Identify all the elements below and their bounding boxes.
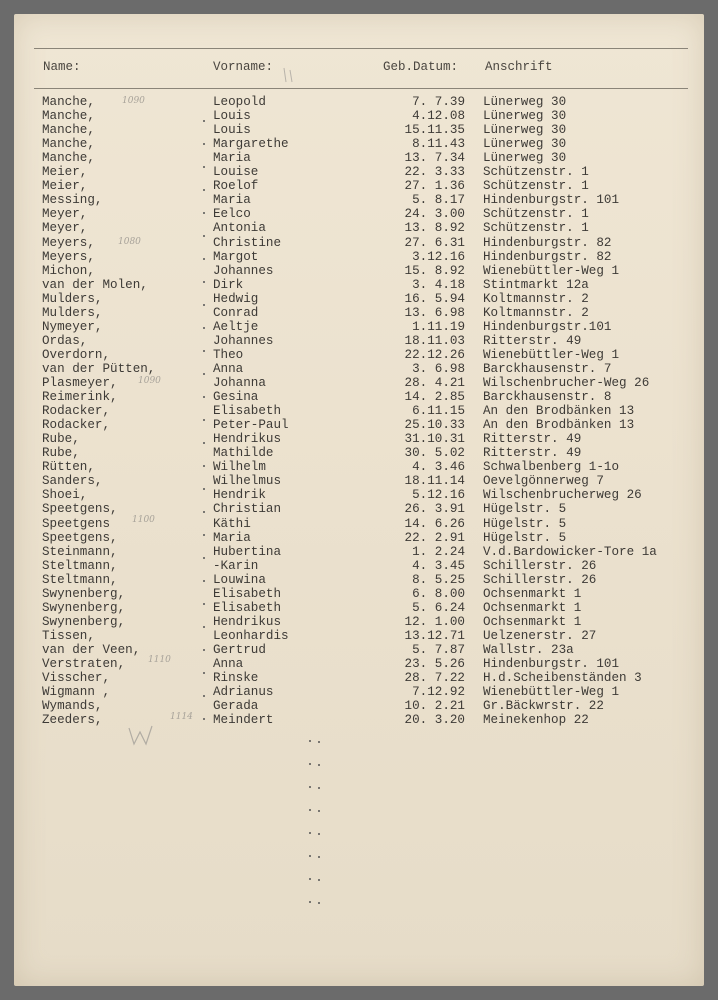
- cell-vorname: Hedwig: [213, 291, 259, 306]
- cell-vorname: Eelco: [213, 207, 251, 222]
- cell-vorname: Aeltje: [213, 319, 259, 334]
- pencil-scribble: [280, 64, 298, 86]
- cell-datum: 4. 3.46: [412, 460, 465, 475]
- cell-datum: 10. 2.21: [404, 699, 465, 714]
- cell-anschrift: Schützenstr. 1: [483, 179, 589, 194]
- cell-anschrift: Hindenburgstr.101: [483, 319, 612, 334]
- cell-datum: 15.11.35: [404, 123, 465, 138]
- guide-dot: [203, 419, 205, 421]
- table-row: [0, 474, 718, 488]
- cell-name: van der Molen,: [42, 277, 148, 292]
- cell-anschrift: Ritterstr. 49: [483, 446, 582, 461]
- cell-name: Messing,: [42, 193, 103, 208]
- cell-anschrift: Stintmarkt 12a: [483, 277, 589, 292]
- table-row: [0, 95, 718, 109]
- cell-name: Speetgens,: [42, 502, 118, 517]
- table-row: [0, 615, 718, 629]
- cell-datum: 1.11.19: [412, 319, 465, 334]
- cell-name: Tissen,: [42, 628, 95, 643]
- cell-anschrift: An den Brodbänken 13: [483, 418, 635, 433]
- guide-dot: [203, 327, 205, 329]
- pencil-note: 1114: [170, 712, 193, 722]
- cell-datum: 20. 3.20: [404, 713, 465, 728]
- guide-dot: [318, 879, 320, 881]
- guide-dot: [203, 442, 205, 444]
- cell-datum: 18.11.03: [404, 333, 465, 348]
- pencil-note: 1090: [122, 96, 145, 106]
- header-name: Name:: [43, 60, 81, 74]
- cell-name: Meyers,: [42, 235, 95, 250]
- cell-anschrift: Barckhausenstr. 8: [483, 390, 612, 405]
- guide-dot: [203, 396, 205, 398]
- guide-dot: [309, 809, 311, 811]
- guide-dot: [309, 901, 311, 903]
- cell-anschrift: Wallstr. 23a: [483, 642, 574, 657]
- cell-anschrift: Uelzenerstr. 27: [483, 628, 597, 643]
- cell-datum: 7.12.92: [412, 685, 465, 700]
- table-row: [0, 320, 718, 334]
- cell-name: Meyer,: [42, 221, 88, 236]
- cell-vorname: Gertrud: [213, 642, 266, 657]
- cell-anschrift: Hindenburgstr. 101: [483, 193, 620, 208]
- guide-dot: [203, 166, 205, 168]
- cell-name: Swynenberg,: [42, 600, 126, 615]
- guide-dot: [318, 833, 320, 835]
- cell-anschrift: V.d.Bardowicker-Tore 1a: [483, 544, 657, 559]
- table-row: [0, 517, 718, 531]
- cell-anschrift: An den Brodbänken 13: [483, 404, 635, 419]
- cell-anschrift: Hügelstr. 5: [483, 530, 567, 545]
- guide-dot: [203, 281, 205, 283]
- guide-dot: [309, 878, 311, 880]
- table-row: [0, 587, 718, 601]
- cell-name: Swynenberg,: [42, 614, 126, 629]
- table-row: [0, 629, 718, 643]
- cell-vorname: Hendrik: [213, 488, 266, 503]
- table-row: [0, 306, 718, 320]
- cell-anschrift: Hindenburgstr. 82: [483, 235, 612, 250]
- cell-datum: 3. 4.18: [412, 277, 465, 292]
- guide-dot: [309, 740, 311, 742]
- cell-vorname: Maria: [213, 530, 251, 545]
- cell-datum: 28. 4.21: [404, 376, 465, 390]
- cell-vorname: Wilhelm: [213, 460, 266, 475]
- cell-name: Visscher,: [42, 671, 111, 686]
- cell-vorname: Johannes: [213, 263, 274, 278]
- table-row: [0, 390, 718, 404]
- cell-name: Mulders,: [42, 291, 103, 306]
- cell-vorname: Hendrikus: [213, 614, 282, 629]
- cell-datum: 12. 1.00: [404, 614, 465, 629]
- cell-vorname: Anna: [213, 361, 244, 376]
- cell-vorname: Antonia: [213, 221, 266, 236]
- cell-datum: 31.10.31: [404, 432, 465, 447]
- guide-dot: [203, 672, 205, 674]
- table-row: [0, 713, 718, 727]
- cell-anschrift: Lünerweg 30: [483, 137, 567, 152]
- guide-dot: [318, 787, 320, 789]
- guide-dot: [203, 373, 205, 375]
- cell-name: Nymeyer,: [42, 319, 103, 334]
- table-row: [0, 502, 718, 516]
- table-row: [0, 334, 718, 348]
- cell-datum: 8.11.43: [412, 137, 465, 152]
- cell-vorname: Hubertina: [213, 544, 282, 559]
- cell-vorname: Anna: [213, 657, 244, 671]
- guide-dot: [203, 718, 205, 720]
- cell-datum: 13. 6.98: [404, 305, 465, 320]
- pencil-note: 1080: [118, 237, 141, 247]
- header-vorname: Vorname:: [213, 60, 274, 74]
- table-row: [0, 193, 718, 207]
- top-rule: [34, 48, 688, 49]
- cell-name: Reimerink,: [42, 390, 118, 405]
- cell-vorname: Conrad: [213, 305, 259, 320]
- table-row: [0, 221, 718, 235]
- table-row: [0, 362, 718, 376]
- cell-datum: 5.12.16: [412, 488, 465, 503]
- guide-dot: [203, 695, 205, 697]
- cell-name: Shoei,: [42, 488, 88, 503]
- cell-anschrift: Lünerweg 30: [483, 95, 567, 109]
- cell-anschrift: Koltmannstr. 2: [483, 305, 589, 320]
- cell-anschrift: Schützenstr. 1: [483, 207, 589, 222]
- cell-anschrift: Oevelgönnerweg 7: [483, 474, 604, 489]
- header-geb-datum: Geb.Datum:: [383, 60, 459, 74]
- guide-dot: [203, 258, 205, 260]
- cell-datum: 27. 1.36: [404, 179, 465, 194]
- cell-anschrift: Ochsenmarkt 1: [483, 586, 582, 601]
- guide-dot: [203, 626, 205, 628]
- cell-vorname: Maria: [213, 151, 251, 166]
- cell-name: Rodacker,: [42, 418, 111, 433]
- cell-vorname: Louis: [213, 109, 251, 124]
- guide-dot: [203, 350, 205, 352]
- guide-dot: [203, 212, 205, 214]
- table-row: [0, 657, 718, 671]
- cell-datum: 30. 5.02: [404, 446, 465, 461]
- table-row: [0, 531, 718, 545]
- cell-datum: 14. 6.26: [404, 516, 465, 531]
- cell-datum: 13. 8.92: [404, 221, 465, 236]
- cell-vorname: Adrianus: [213, 685, 274, 700]
- cell-anschrift: Ochsenmarkt 1: [483, 600, 582, 615]
- cell-anschrift: Wilschenbrucherweg 26: [483, 488, 642, 503]
- cell-anschrift: Schillerstr. 26: [483, 572, 597, 587]
- cell-anschrift: Hügelstr. 5: [483, 502, 567, 517]
- table-row: [0, 601, 718, 615]
- cell-datum: 22. 2.91: [404, 530, 465, 545]
- cell-vorname: Wilhelmus: [213, 474, 282, 489]
- cell-datum: 25.10.33: [404, 418, 465, 433]
- cell-anschrift: Ochsenmarkt 1: [483, 614, 582, 629]
- guide-dot: [309, 832, 311, 834]
- cell-vorname: Roelof: [213, 179, 259, 194]
- cell-name: Ordas,: [42, 333, 88, 348]
- cell-name: Meyer,: [42, 207, 88, 222]
- table-row: [0, 278, 718, 292]
- cell-name: Swynenberg,: [42, 586, 126, 601]
- cell-datum: 3.12.16: [412, 249, 465, 264]
- cell-name: Wigmann ,: [42, 685, 111, 700]
- cell-name: Manche,: [42, 109, 95, 124]
- cell-vorname: Maria: [213, 193, 251, 208]
- cell-vorname: Gesina: [213, 390, 259, 405]
- cell-name: Steltmann,: [42, 558, 118, 573]
- cell-datum: 13.12.71: [404, 628, 465, 643]
- cell-datum: 5. 6.24: [412, 600, 465, 615]
- guide-dot: [203, 488, 205, 490]
- cell-name: Speetgens: [42, 516, 111, 531]
- table-row: [0, 376, 718, 390]
- cell-vorname: Leopold: [213, 95, 266, 109]
- guide-dot: [318, 764, 320, 766]
- guide-dot: [318, 902, 320, 904]
- table-row: [0, 418, 718, 432]
- table-row: [0, 643, 718, 657]
- cell-anschrift: Barckhausenstr. 7: [483, 361, 612, 376]
- cell-datum: 15. 8.92: [404, 263, 465, 278]
- guide-dot: [309, 855, 311, 857]
- cell-vorname: Leonhardis: [213, 628, 289, 643]
- cell-name: Zeeders,: [42, 713, 103, 728]
- table-row: [0, 488, 718, 502]
- cell-vorname: Theo: [213, 347, 244, 362]
- pencil-note: 1110: [148, 655, 171, 665]
- cell-anschrift: Hindenburgstr. 101: [483, 657, 620, 671]
- cell-vorname: Margarethe: [213, 137, 289, 152]
- header-rule: [34, 88, 688, 89]
- guide-dot: [309, 786, 311, 788]
- cell-name: Steltmann,: [42, 572, 118, 587]
- cell-anschrift: Wienebüttler-Weg 1: [483, 347, 620, 362]
- table-row: [0, 545, 718, 559]
- cell-anschrift: Lünerweg 30: [483, 151, 567, 166]
- guide-dot: [318, 810, 320, 812]
- table-row: [0, 292, 718, 306]
- guide-dot: [203, 534, 205, 536]
- guide-dot: [203, 120, 205, 122]
- table-row: [0, 250, 718, 264]
- cell-anschrift: Gr.Bäckwrstr. 22: [483, 699, 604, 714]
- cell-anschrift: Schwalbenberg 1-1o: [483, 460, 620, 475]
- cell-vorname: Elisabeth: [213, 600, 282, 615]
- cell-datum: 14. 2.85: [404, 390, 465, 405]
- cell-anschrift: Koltmannstr. 2: [483, 291, 589, 306]
- cell-vorname: Meindert: [213, 713, 274, 728]
- cell-name: Rütten,: [42, 460, 95, 475]
- cell-anschrift: Lünerweg 30: [483, 109, 567, 124]
- cell-datum: 16. 5.94: [404, 291, 465, 306]
- cell-anschrift: Ritterstr. 49: [483, 432, 582, 447]
- table-row: [0, 671, 718, 685]
- cell-vorname: Dirk: [213, 277, 244, 292]
- cell-datum: 3. 6.98: [412, 361, 465, 376]
- pencil-note: 1100: [132, 515, 155, 525]
- cell-name: Sanders,: [42, 474, 103, 489]
- cell-vorname: Mathilde: [213, 446, 274, 461]
- pencil-scribble: [126, 722, 158, 748]
- table-row: [0, 348, 718, 362]
- cell-anschrift: Lünerweg 30: [483, 123, 567, 138]
- cell-name: Meier,: [42, 179, 88, 194]
- guide-dot: [309, 763, 311, 765]
- cell-name: Michon,: [42, 263, 95, 278]
- cell-vorname: Christine: [213, 235, 282, 250]
- cell-name: Speetgens,: [42, 530, 118, 545]
- cell-vorname: Johanna: [213, 376, 266, 390]
- cell-vorname: Margot: [213, 249, 259, 264]
- cell-datum: 24. 3.00: [404, 207, 465, 222]
- table-row: [0, 573, 718, 587]
- table-row: [0, 432, 718, 446]
- guide-dot: [203, 143, 205, 145]
- cell-name: Mulders,: [42, 305, 103, 320]
- cell-datum: 1. 2.24: [412, 544, 465, 559]
- table-row: [0, 559, 718, 573]
- guide-dot: [318, 856, 320, 858]
- guide-dot: [203, 511, 205, 513]
- cell-vorname: Johannes: [213, 333, 274, 348]
- cell-datum: 5. 8.17: [412, 193, 465, 208]
- cell-name: Meyers,: [42, 249, 95, 264]
- table-row: [0, 446, 718, 460]
- cell-vorname: Elisabeth: [213, 586, 282, 601]
- guide-dot: [203, 189, 205, 191]
- cell-anschrift: Wilschenbrucher-Weg 26: [483, 376, 650, 390]
- cell-name: Manche,: [42, 137, 95, 152]
- cell-datum: 4. 3.45: [412, 558, 465, 573]
- table-row: [0, 179, 718, 193]
- cell-name: Verstraten,: [42, 657, 126, 671]
- pencil-note: 1090: [138, 376, 161, 386]
- cell-datum: 5. 7.87: [412, 642, 465, 657]
- guide-dot: [203, 603, 205, 605]
- table-row: [0, 165, 718, 179]
- cell-name: Manche,: [42, 95, 95, 109]
- table-row: [0, 236, 718, 250]
- cell-anschrift: Ritterstr. 49: [483, 333, 582, 348]
- cell-anschrift: Schillerstr. 26: [483, 558, 597, 573]
- cell-vorname: Peter-Paul: [213, 418, 289, 433]
- cell-datum: 22. 3.33: [404, 165, 465, 180]
- cell-vorname: Louis: [213, 123, 251, 138]
- cell-name: Manche,: [42, 151, 95, 166]
- table-row: [0, 109, 718, 123]
- cell-anschrift: Hügelstr. 5: [483, 516, 567, 531]
- table-row: [0, 264, 718, 278]
- cell-datum: 23. 5.26: [404, 657, 465, 671]
- cell-vorname: Elisabeth: [213, 404, 282, 419]
- cell-datum: 22.12.26: [404, 347, 465, 362]
- guide-dot: [318, 741, 320, 743]
- cell-name: van der Veen,: [42, 642, 141, 657]
- cell-name: Overdorn,: [42, 347, 111, 362]
- cell-vorname: Gerada: [213, 699, 259, 714]
- cell-name: Rodacker,: [42, 404, 111, 419]
- guide-dot: [203, 580, 205, 582]
- guide-dot: [203, 649, 205, 651]
- header-anschrift: Anschrift: [485, 60, 553, 74]
- cell-name: Rube,: [42, 446, 80, 461]
- guide-dot: [203, 557, 205, 559]
- cell-anschrift: Schützenstr. 1: [483, 221, 589, 236]
- cell-vorname: Louise: [213, 165, 259, 180]
- cell-datum: 7. 7.39: [412, 95, 465, 109]
- table-row: [0, 404, 718, 418]
- table-row: [0, 137, 718, 151]
- table-row: [0, 699, 718, 713]
- cell-vorname: -Karin: [213, 558, 259, 573]
- cell-datum: 4.12.08: [412, 109, 465, 124]
- cell-name: Meier,: [42, 165, 88, 180]
- cell-datum: 26. 3.91: [404, 502, 465, 517]
- cell-datum: 28. 7.22: [404, 671, 465, 686]
- table-row: [0, 685, 718, 699]
- cell-name: Rube,: [42, 432, 80, 447]
- cell-name: van der Pütten,: [42, 361, 156, 376]
- cell-anschrift: Schützenstr. 1: [483, 165, 589, 180]
- guide-dot: [203, 304, 205, 306]
- guide-dot: [203, 235, 205, 237]
- cell-datum: 18.11.14: [404, 474, 465, 489]
- table-row: [0, 123, 718, 137]
- cell-anschrift: Wienebüttler-Weg 1: [483, 685, 620, 700]
- table-row: [0, 151, 718, 165]
- table-row: [0, 207, 718, 221]
- cell-anschrift: Wienebüttler-Weg 1: [483, 263, 620, 278]
- cell-datum: 13. 7.34: [404, 151, 465, 166]
- table-row: [0, 460, 718, 474]
- cell-name: Manche,: [42, 123, 95, 138]
- cell-anschrift: Hindenburgstr. 82: [483, 249, 612, 264]
- cell-name: Steinmann,: [42, 544, 118, 559]
- cell-vorname: Christian: [213, 502, 282, 517]
- guide-dot: [203, 465, 205, 467]
- cell-vorname: Käthi: [213, 516, 251, 531]
- cell-vorname: Louwina: [213, 572, 266, 587]
- cell-name: Plasmeyer,: [42, 376, 118, 390]
- cell-name: Wymands,: [42, 699, 103, 714]
- cell-anschrift: Meinekenhop 22: [483, 713, 589, 728]
- cell-datum: 6. 8.00: [412, 586, 465, 601]
- cell-vorname: Rinske: [213, 671, 259, 686]
- cell-datum: 27. 6.31: [404, 235, 465, 250]
- cell-anschrift: H.d.Scheibenständen 3: [483, 671, 642, 686]
- cell-vorname: Hendrikus: [213, 432, 282, 447]
- cell-datum: 6.11.15: [412, 404, 465, 419]
- cell-datum: 8. 5.25: [412, 572, 465, 587]
